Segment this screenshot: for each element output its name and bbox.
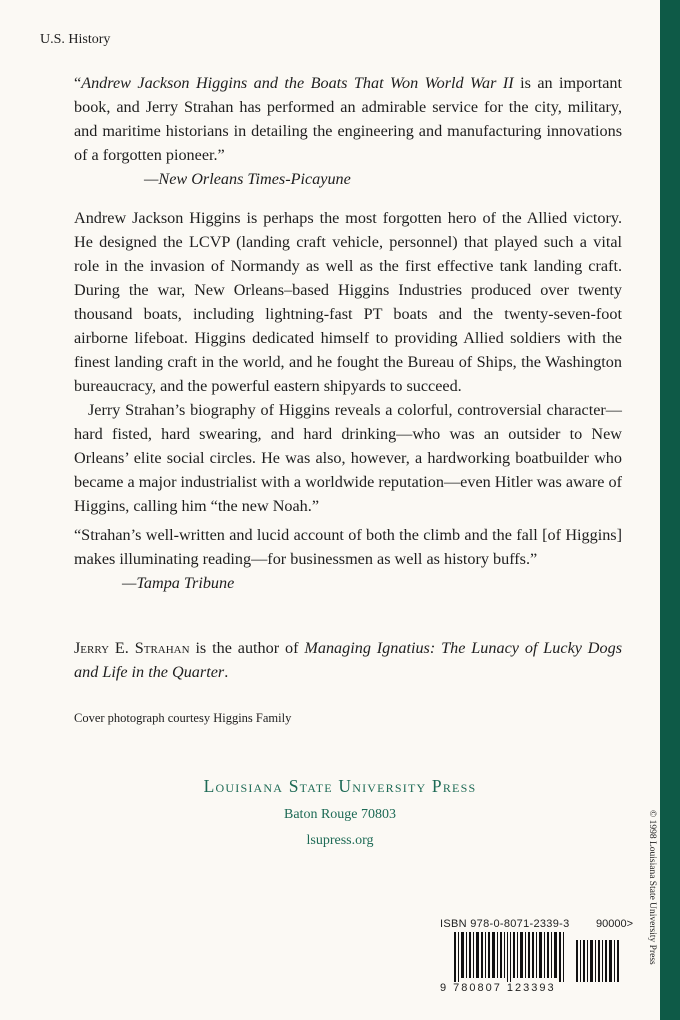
description-paragraph-1: Andrew Jackson Higgins is perhaps the most forgotten hero of the Allied victory. He designed the LCVP (landing craft vehicle, personnel) that played such a vital role in the invasion of Normandy as well as the first effective tank landing craft. During the war, New Orleans–based Higgins Industries produced over twenty thousand boats, including lightning-fast PT boats and the twenty-seven-foot airborne lifeboat. Higgins dedicated himself to providing Allied soldiers with the finest landing craft in the world, and he fought the Bureau of Ships, the Washington bureaucracy, and the powerful eastern shipyards to succeed.	[74, 209, 622, 395]
quote-1-text: is an important book, and Jerry Strahan has performed an admirable service for the city, military, and maritime historians in detailing the engineering and manufacturing innovations of a forgotten pioneer.”	[74, 74, 622, 164]
review-quote-2	[74, 523, 622, 595]
author-bio: Jerry E. Strahan is the author of Managing Ignatius: The Lunacy of Lucky Dogs and Life in the Quarter.	[74, 639, 622, 681]
quote-1-book-title: Andrew Jackson Higgins and the Boats That Won World War II	[81, 74, 514, 92]
cover-photo-credit: Cover photograph courtesy Higgins Family	[74, 711, 292, 725]
description-paragraph-2: Jerry Strahan’s biography of Higgins reveals a colorful, controversial character—hard fisted, hard swearing, and hard drinking—who was an outsider to New Orleans’ elite social circles. He was also, however, a hardworking boatbuilder who became a major industrialist with a worldwide reputation—even Hitler was aware of Higgins, calling him “the new Noah.”	[74, 401, 622, 515]
publisher-block	[0, 776, 680, 849]
isbn-barcode	[440, 918, 633, 994]
publisher-website: lsupress.org	[306, 833, 374, 848]
review-quote-1	[74, 71, 622, 191]
category-label: U.S. History	[40, 32, 111, 47]
quote-1-body: “Andrew Jackson Higgins and the Boats That Won World War II is an important book, and Jerry Strahan has performed an admirable service for the city, military, and maritime historians in detailing the engineering and manufacturing innovations of a forgotten pioneer.”	[74, 74, 622, 164]
isbn-number: ISBN 978-0-8071-2339-3	[440, 918, 570, 930]
quote-1-attribution: —New Orleans Times-Picayune	[144, 170, 351, 188]
barcode-icon	[440, 932, 633, 984]
quote-2-attribution: —Tampa Tribune	[122, 574, 235, 592]
edge-stripe	[660, 0, 680, 1020]
publisher-name: Louisiana State University Press	[203, 776, 477, 796]
book-description	[74, 206, 622, 518]
price-addon-code: 90000>	[595, 918, 633, 930]
author-name: Jerry E. Strahan	[74, 639, 190, 657]
publisher-city: Baton Rouge 70803	[284, 807, 396, 822]
copyright-notice: © 1998 Louisiana State University Press	[647, 810, 657, 965]
author-other-book: Managing Ignatius: The Lunacy of Lucky Dogs and Life in the Quarter	[74, 639, 622, 681]
barcode-digits: 9 780807 123393	[440, 982, 556, 994]
quote-2-text: “Strahan’s well-written and lucid account of both the climb and the fall [of Higgins] makes illuminating reading—for businessmen as well as history buffs.”	[74, 526, 622, 568]
